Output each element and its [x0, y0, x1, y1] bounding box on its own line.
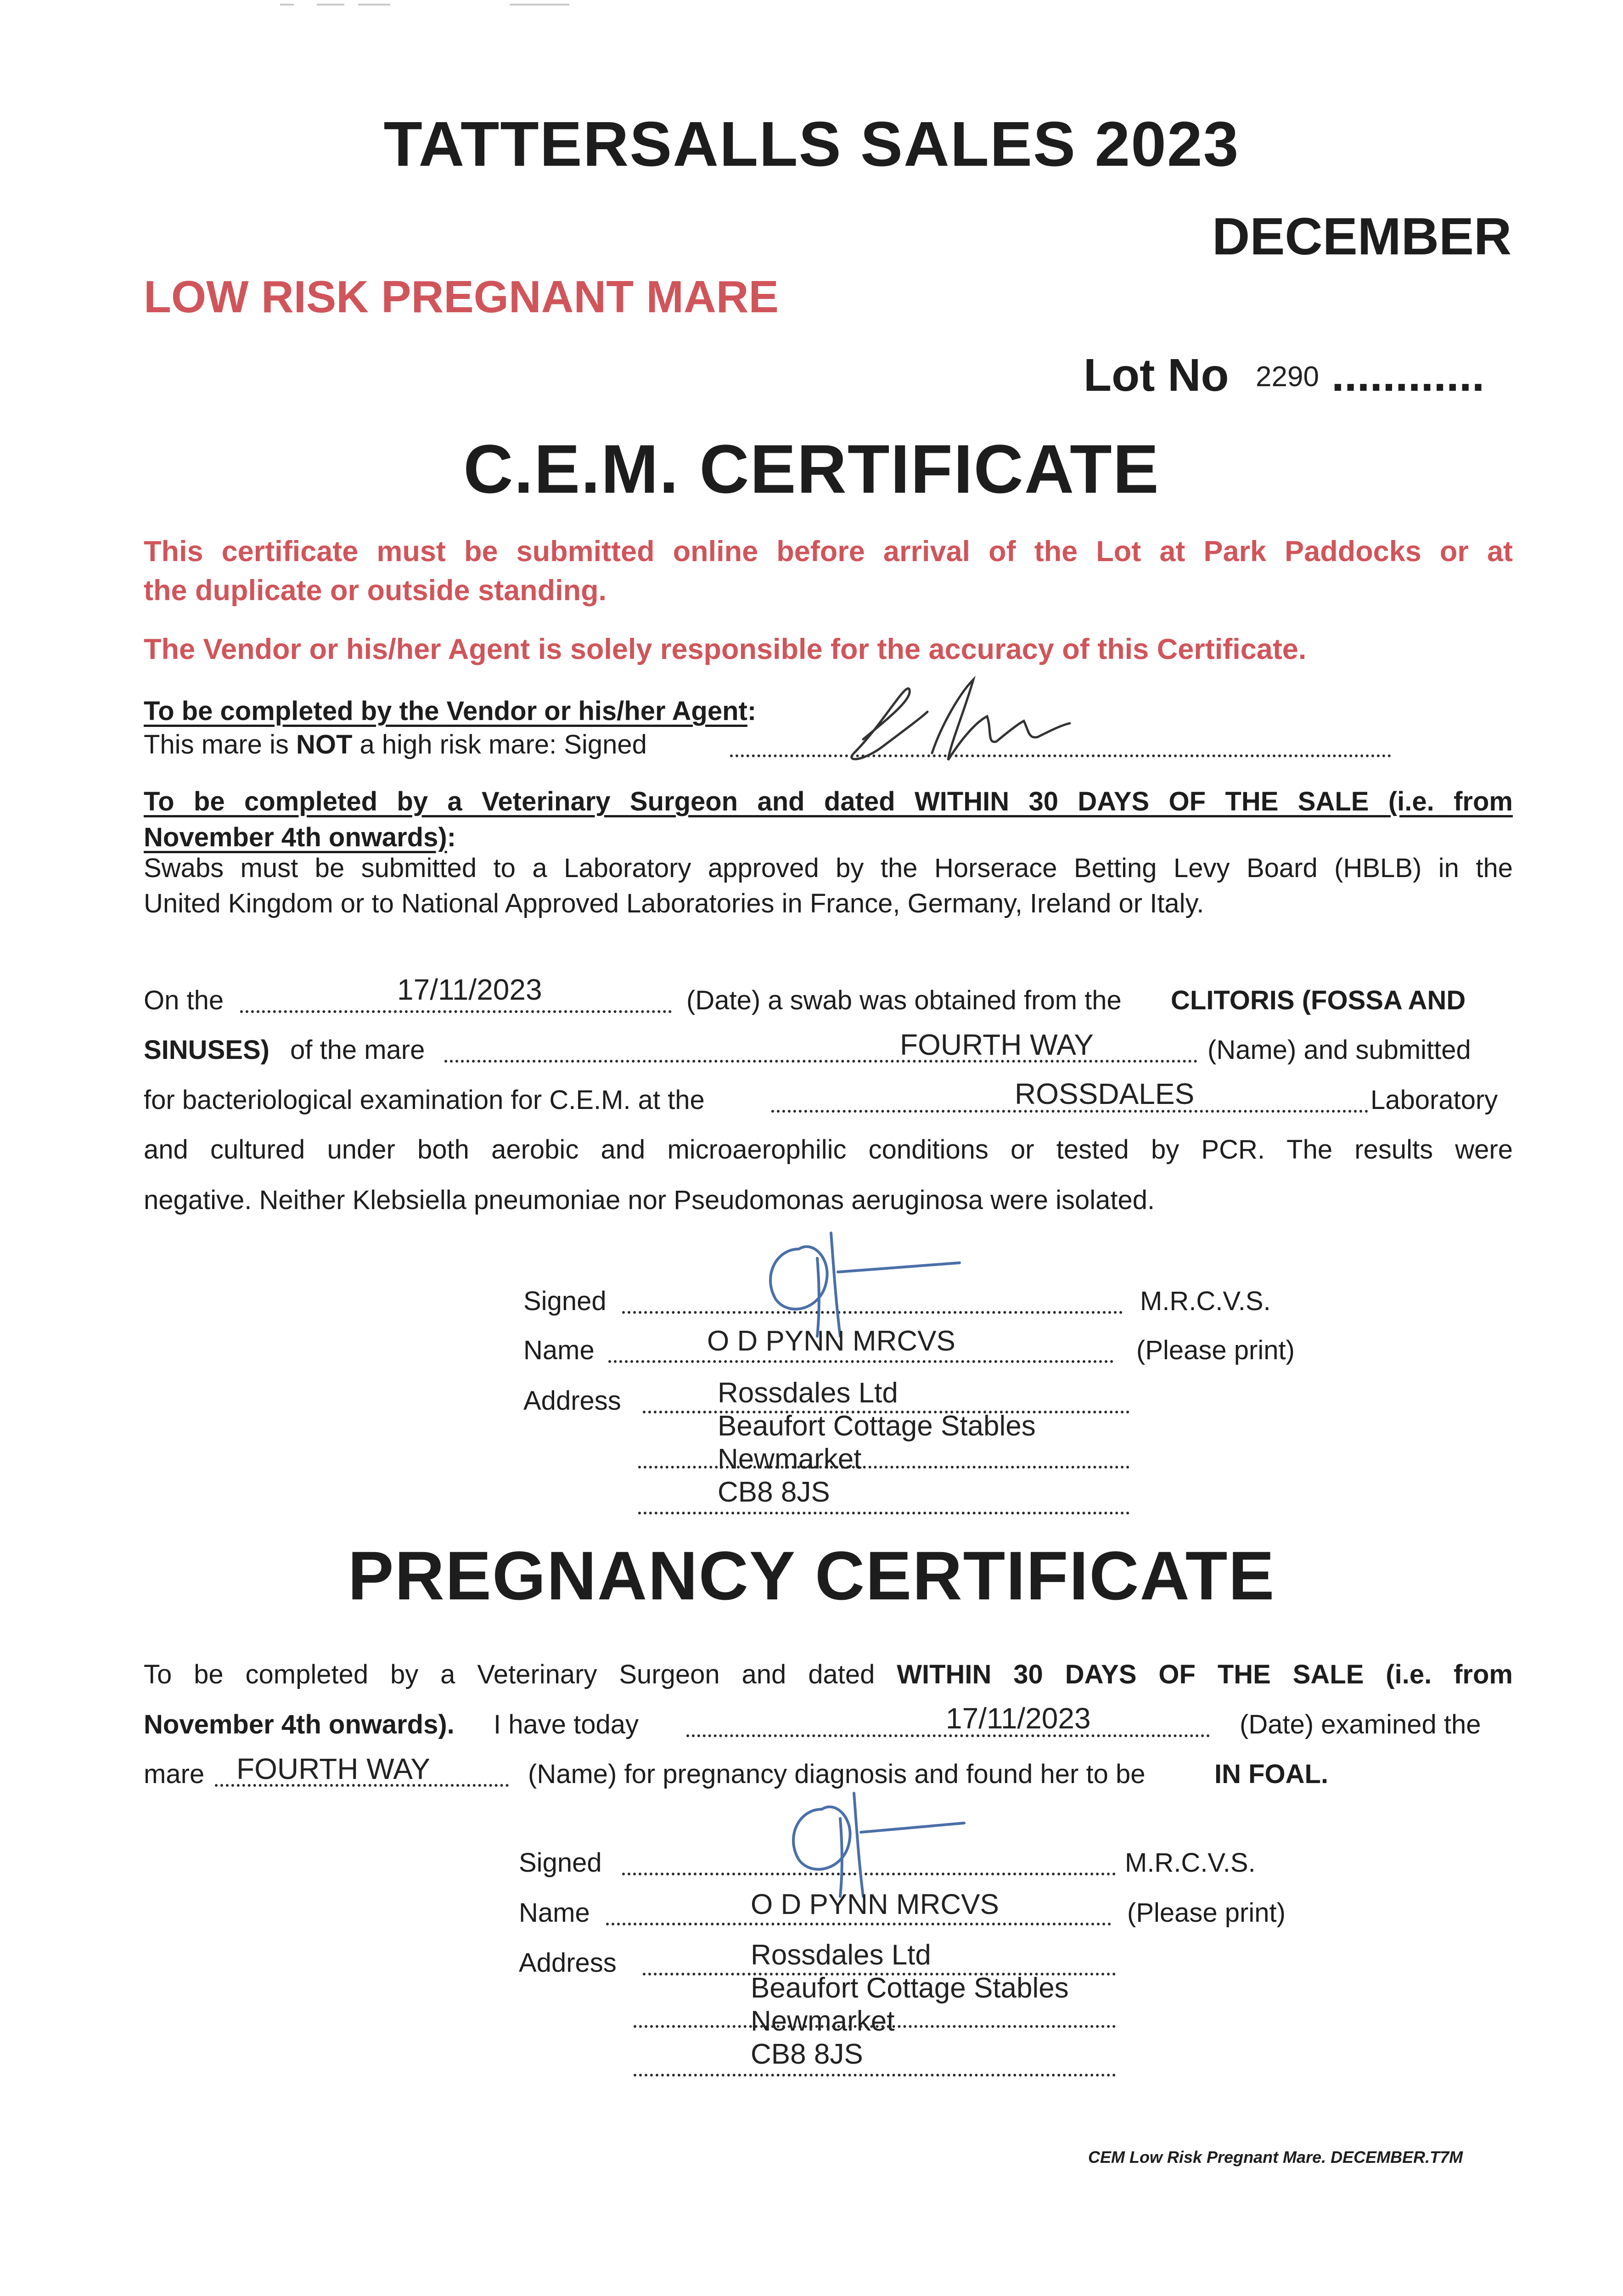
pregnancy-line-1-bold: WITHIN 30 DAYS OF THE SALE (i.e. from — [897, 1660, 1513, 1689]
culture-conditions-text: and cultured under both aerobic and microaerophilic conditions or tested by PCR. The results were — [144, 1135, 1513, 1165]
preg-vet-name: O D PYNN MRCVS — [751, 1889, 999, 1920]
pregnancy-line-2-bold: November 4th onwards). — [144, 1710, 455, 1739]
negative-result-text: negative. Neither Klebsiella pneumoniae nor Pseudomonas aeruginosa were isolated. — [144, 1185, 1155, 1215]
cem-address-company: Rossdales Ltd — [718, 1377, 898, 1409]
sale-month: DECEMBER — [1212, 208, 1512, 266]
swab-instructions-2: United Kingdom or to National Approved Laboratories in France, Germany, Ireland or Italy. — [144, 889, 1204, 918]
pregnancy-line-2-text: I have today — [494, 1710, 639, 1739]
swab-date-text: (Date) a swab was obtained from the — [686, 985, 1122, 1015]
cem-address-town: Newmarket — [718, 1443, 862, 1475]
cem-vet-name: O D PYNN MRCVS — [707, 1325, 955, 1357]
lot-label: Lot No — [1084, 349, 1229, 401]
vendor-heading: To be completed by the Vendor or his/her Agent — [144, 696, 747, 726]
cem-please-print: (Please print) — [1136, 1335, 1295, 1365]
cem-name-label: Name — [523, 1335, 595, 1365]
vendor-line-not: NOT — [296, 730, 353, 760]
vet-heading-colon: : — [447, 822, 456, 852]
scan-mark — [280, 4, 294, 6]
preg-mrcvs-label: M.R.C.V.S. — [1125, 1848, 1256, 1878]
scan-mark — [358, 4, 390, 6]
laboratory-label: Laboratory — [1370, 1085, 1498, 1115]
cem-address-label: Address — [523, 1386, 621, 1416]
swab-date-line — [240, 1010, 672, 1013]
cem-vet-name-line — [608, 1360, 1113, 1363]
pregnancy-line-1-text: To be completed by a Veterinary Surgeon and dated — [144, 1660, 875, 1689]
preg-address-street: Beaufort Cottage Stables — [751, 1972, 1069, 2004]
pregnancy-line-2-post: (Date) examined the — [1240, 1710, 1481, 1739]
scan-mark — [317, 4, 344, 6]
vet-requirement-heading-2-wrap — [144, 822, 456, 853]
laboratory-name: ROSSDALES — [1015, 1077, 1195, 1110]
scan-mark — [510, 4, 569, 6]
preg-signed-label: Signed — [519, 1848, 602, 1878]
cem-signed-label: Signed — [523, 1286, 607, 1316]
vet-requirement-heading-1: To be completed by a Veterinary Surgeon and dated WITHIN 30 DAYS OF THE SALE (i.e. from — [144, 787, 1513, 816]
vendor-heading-wrap — [144, 696, 756, 726]
preg-please-print: (Please print) — [1127, 1898, 1286, 1928]
vendor-line-signed-label: a high risk mare: Signed — [352, 730, 647, 760]
pregnancy-line-1 — [144, 1659, 1513, 1690]
vendor-line-text: This mare is — [144, 730, 296, 760]
in-foal-result: IN FOAL. — [1214, 1759, 1329, 1789]
cem-mare-name: FOURTH WAY — [900, 1028, 1094, 1061]
vendor-signature — [836, 661, 1157, 771]
preg-address-company: Rossdales Ltd — [751, 1939, 931, 1971]
vet-requirement-heading-2: November 4th onwards) — [144, 822, 447, 852]
document-title: TATTERSALLS SALES 2023 — [383, 109, 1240, 180]
vendor-heading-colon: : — [747, 696, 757, 726]
preg-address — [751, 1939, 1069, 2071]
pregnancy-mare-name: FOURTH WAY — [236, 1752, 430, 1785]
preg-vet-signature — [771, 1791, 992, 1901]
exam-date: 17/11/2023 — [946, 1702, 1091, 1735]
cem-responsibility-notice: The Vendor or his/her Agent is solely responsible for the accuracy of this Certificate. — [144, 633, 1307, 665]
cem-address-line-3 — [638, 1512, 1129, 1514]
preg-address-line-3 — [634, 2074, 1116, 2077]
cem-heading: C.E.M. CERTIFICATE — [463, 430, 1160, 507]
on-the-label: On the — [144, 985, 224, 1015]
preg-vet-name-line — [606, 1923, 1111, 1925]
form-code: CEM Low Risk Pregnant Mare. DECEMBER.T7M — [1088, 2148, 1463, 2167]
preg-address-town: Newmarket — [751, 2005, 895, 2037]
cem-address-street: Beaufort Cottage Stables — [718, 1410, 1036, 1442]
cem-address — [718, 1377, 1036, 1509]
preg-address-label: Address — [519, 1948, 617, 1978]
of-the-mare-label: of the mare — [290, 1035, 425, 1065]
pregnancy-line-3-text: (Name) for pregnancy diagnosis and found her to be — [528, 1759, 1146, 1789]
cem-mrcvs-label: M.R.C.V.S. — [1140, 1286, 1271, 1316]
pregnancy-heading: PREGNANCY CERTIFICATE — [348, 1537, 1275, 1614]
pregnancy-mare-label: mare — [144, 1759, 205, 1789]
clitoris-text: CLITORIS (FOSSA AND — [1171, 985, 1466, 1015]
preg-name-label: Name — [519, 1898, 590, 1928]
cem-notice-line-1: This certificate must be submitted online before arrival of the Lot at Park Paddocks or at — [144, 535, 1513, 568]
cem-address-postcode: CB8 8JS — [718, 1476, 830, 1508]
mare-category: LOW RISK PREGNANT MARE — [144, 271, 779, 322]
vendor-declaration — [144, 729, 647, 760]
preg-address-postcode: CB8 8JS — [751, 2038, 863, 2070]
cem-vet-signature — [748, 1231, 969, 1341]
cem-notice-line-2: the duplicate or outside standing. — [144, 574, 607, 607]
name-submitted-text: (Name) and submitted — [1207, 1035, 1471, 1065]
lot-number: 2290 — [1256, 361, 1319, 393]
swab-date: 17/11/2023 — [397, 973, 542, 1006]
bacteriological-text: for bacteriological examination for C.E.M. at the — [144, 1085, 705, 1115]
sinuses-text: SINUSES) — [144, 1035, 270, 1065]
lot-dots: ............ — [1331, 349, 1485, 401]
swab-instructions-1: Swabs must be submitted to a Laboratory approved by the Horserace Betting Levy Board (HBLB) in the — [144, 853, 1513, 883]
